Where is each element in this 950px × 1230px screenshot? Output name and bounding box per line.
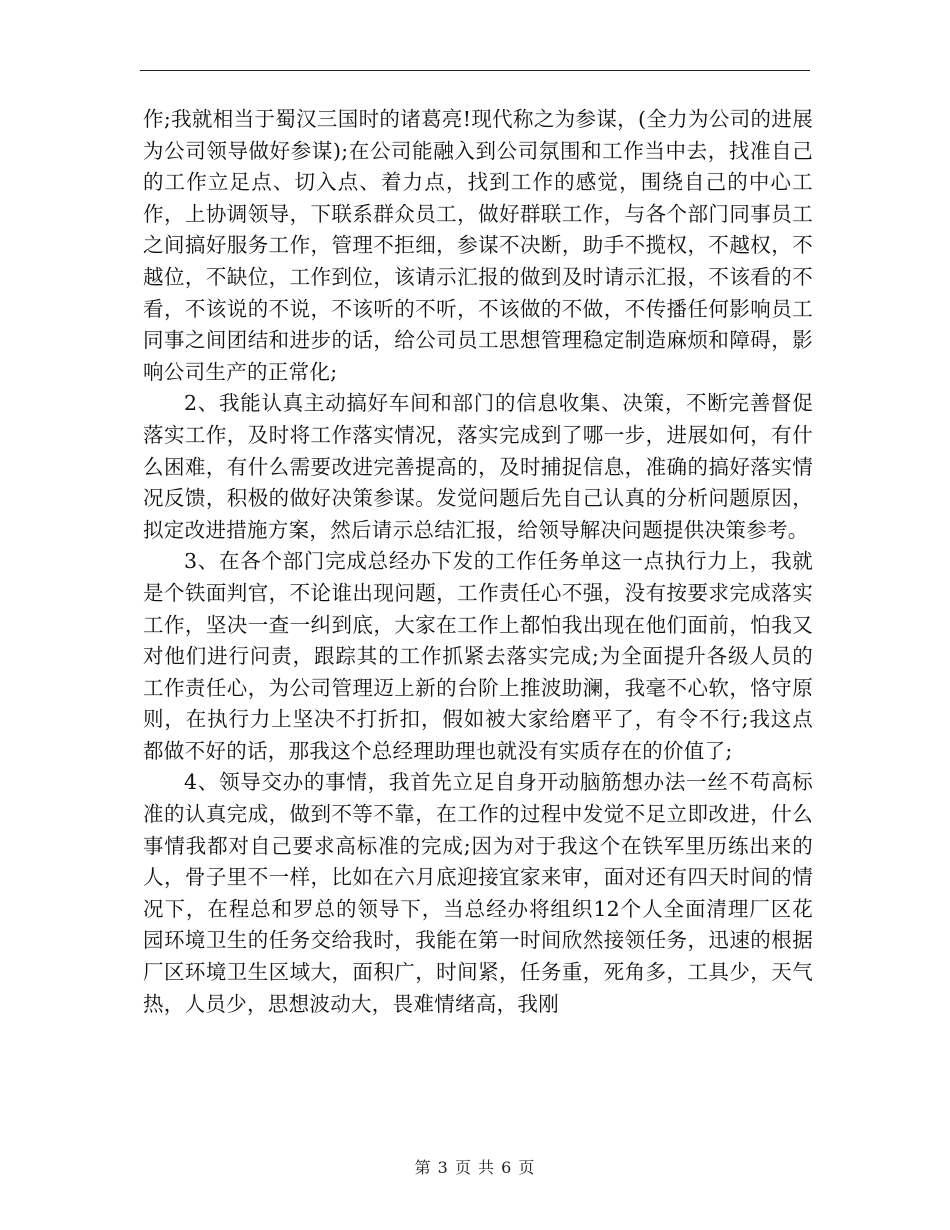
document-body <box>143 104 813 1020</box>
paragraph-4: 4、领导交办的事情，我首先立足自身开动脑筋想办法一丝不苟高标准的认真完成，做到不等不靠，在工作的过程中发觉不足立即改进，什么事情我都对自己要求高标准的完成;因为对于我这个在铁军里历练出来的人，骨子里不一样，比如在六月底迎接宜家来审，面对还有四天时间的情况下，在程总和罗总的领导下，当总经办将组织12个人全面清理厂区花园环境卫生的任务交给我时，我能在第一时间欣然接领任务，迅速的根据厂区环境卫生区域大，面积广，时间紧，任务重，死角多，工具少，天气热，人员少，思想波动大，畏难情绪高，我刚 <box>143 770 813 1016</box>
paragraph-1: 作;我就相当于蜀汉三国时的诸葛亮!现代称之为参谋，(全力为公司的进展为公司领导做好参谋);在公司能融入到公司氛围和工作当中去，找准自己的工作立足点、切入点、着力点，找到工作的感觉，围绕自己的中心工作，上协调领导，下联系群众员工，做好群联工作，与各个部门同事员工之间搞好服务工作，管理不拒细，参谋不决断，助手不揽权，不越权，不越位，不缺位，工作到位，该请示汇报的做到及时请示汇报，不该看的不看，不该说的不说，不该听的不听，不该做的不做，不传播任何影响员工同事之间团结和进步的话，给公司员工思想管理稳定制造麻烦和障碍，影响公司生产的正常化; <box>143 107 813 384</box>
page-number-footer: 第 3 页 共 6 页 <box>414 1158 536 1177</box>
paragraph-3: 3、在各个部门完成总经办下发的工作任务单这一点执行力上，我就是个铁面判官，不论谁出现问题，工作责任心不强，没有按要求完成落实工作，坚决一查一纠到底，大家在工作上都怕我出现在他们面前，怕我又对他们进行问责，跟踪其的工作抓紧去落实完成;为全面提升各级人员的工作责任心，为公司管理迈上新的台阶上推波助澜，我毫不心软，恪守原则，在执行力上坚决不打折扣，假如被大家给磨平了，有令不行;我这点都做不好的话，那我这个总经理助理也就没有实质存在的价值了; <box>143 549 813 763</box>
paragraph-2: 2、我能认真主动搞好车间和部门的信息收集、决策，不断完善督促落实工作，及时将工作落实情况，落实完成到了哪一步，进展如何，有什么困难，有什么需要改进完善提高的，及时捕捉信息，准确的搞好落实情况反馈，积极的做好决策参谋。发觉问题后先自己认真的分析问题原因，拟定改进措施方案，然后请示总结汇报，给领导解决问题提供决策参考。 <box>143 391 813 542</box>
header-rule <box>140 70 810 71</box>
